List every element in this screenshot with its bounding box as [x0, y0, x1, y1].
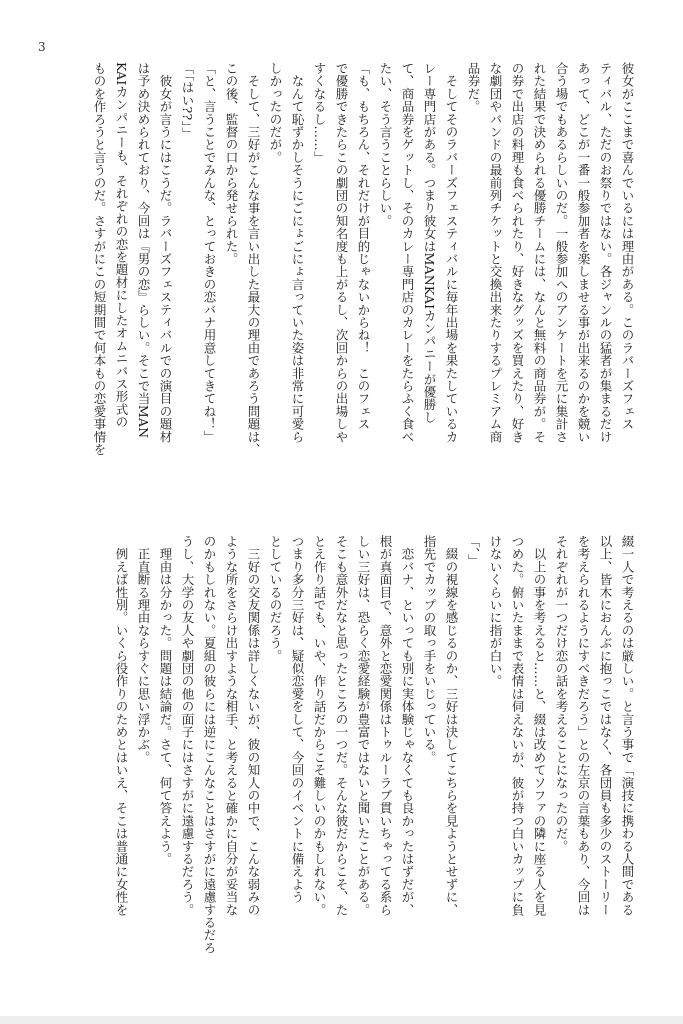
text-line: 根が真面目で、意外と恋愛関係はトゥルーラブ貫いちゃってる系ら — [378, 535, 393, 916]
text-line: そして、三好がこんな事を言い出した最大の理由であろう問題は、 — [246, 62, 261, 456]
page-number: 3 — [38, 40, 46, 54]
text-line: つめた。俯いたままで表情は伺えないが、彼が持つ白いカップに負 — [510, 535, 525, 916]
text-line: この後、監督の口から発せられた。 — [224, 62, 239, 266]
text-line: て、商品券をゲットし、そのカレー専門店のカレーをたらふく食べ — [400, 62, 415, 443]
text-line: は予め決められており、今回は『男の恋』らしい。そこで当MAN — [136, 62, 151, 439]
text-block-top — [52, 62, 638, 492]
text-line: で優勝できたらこの劇団の知名度も上がるし、次回からの出場しや — [334, 62, 349, 443]
text-line: けないくらいに指が白い。 — [488, 535, 503, 688]
text-line: 彼女がここまで喜んでいるには理由がある。このラバーズフェス — [620, 62, 635, 431]
text-line: ティバル、ただのお祭りではない。各ジャンルの猛者が集まるだけ — [598, 62, 613, 443]
text-line: ものを作ろうと言うのだ。さすがにこの短期間で何本もの恋愛事情を — [92, 62, 107, 456]
bottom-scroll-bar[interactable] — [0, 1016, 683, 1024]
text-line: レー専門店がある。つまり彼女はMANKAIカンパニーが優勝し — [422, 62, 437, 424]
text-block-bottom — [52, 535, 638, 965]
text-line: それぞれが一つだけ恋の話を考えることになったのだ。 — [554, 535, 569, 853]
text-line: 正直断る理由ならすぐに思い浮かぶ。 — [136, 535, 151, 764]
text-line: の券で出店の料理も食べられたり、好きなグッズを買えたり、好き — [510, 62, 525, 443]
text-line: としているのだろう。 — [268, 535, 283, 662]
text-line: のかもしれない。夏組の彼らには逆にこんなことはさすがに遠慮するだろ — [202, 535, 217, 955]
text-line: 恋バナ、といっても別に実体験じゃなくても良かったはずだが、 — [400, 535, 415, 916]
text-line: 綴一人で考えるのは厳しい。と言う事で「演技に携わる人間である — [620, 535, 635, 916]
text-line: 理由は分かった。問題は結論だ。さて、何て答えよう。 — [158, 535, 173, 866]
text-line: うし、大学の友人や劇団の他の面子にはさすがに遠慮するだろう。 — [180, 535, 195, 916]
text-line: 「と、言うことでみんな、とっておきの恋バナ用意してきてね！」 — [202, 62, 217, 443]
text-line: KAIカンパニーも、それぞれの恋を題材にしたオムニバス形式の — [114, 62, 129, 429]
text-line: なんて恥ずかしそうにごにょごにょ言っていた姿は非常に可愛ら — [290, 62, 305, 443]
text-line: あって、どこが一番一般参加者を楽しませる事が出来るのかを競い — [576, 62, 591, 443]
text-line: ような所をさらけ出すような相手、と考えると確かに自分が妥当な — [224, 535, 239, 916]
text-line: 以上、皆木におんぶに抱っこではなく、各団員も多少のストーリー — [598, 535, 613, 916]
text-line: そしてそのラバーズフェスティバルに毎年出場を果たしているカ — [444, 62, 459, 443]
text-line: 彼女が言うにはこうだ。ラバーズフェスティバルでの演目の題材 — [158, 62, 173, 443]
text-line: 合う場でもあるらしいのだ。一般参加へのアンケートを元に集計さ — [554, 62, 569, 443]
text-line: とえ作り話でも、いや、作り話だからこそ難しいのかもしれない。 — [312, 535, 327, 916]
text-line: 指先でカップの取っ手をいじっている。 — [422, 535, 437, 764]
text-line: 以上の事を考えると……と、綴は改めてソファの隣に座る人を見 — [532, 535, 547, 916]
text-line: れた結果で決められる優勝チームには、なんと無料の商品券が。そ — [532, 62, 547, 443]
text-line: 「「はい??」」 — [180, 62, 195, 140]
text-line: を考えられるようにすべきだろう」との左京の言葉もあり、今回は — [576, 535, 591, 916]
text-line: 三好の交友関係は詳しくないが、彼の知人の中で、こんな弱みの — [246, 535, 261, 916]
text-line: そこも意外だなと思ったところの一つだ。そんな彼だからこそ、た — [334, 535, 349, 916]
text-line: つまり多分三好は、疑似恋愛をして、今回のイベントに備えよう — [290, 535, 305, 904]
text-line: な劇団やバンドの最前列チケットと交換出来たりするプレミアム商 — [488, 62, 503, 443]
text-line: たい、そう言うことらしい。 — [378, 62, 393, 228]
text-line: しい三好は、恐らく恋愛経験が豊富ではないと聞いたことがある。 — [356, 535, 371, 916]
text-line: 品券だ。 — [466, 62, 481, 113]
text-line: しかったのだが。 — [268, 62, 283, 164]
text-line: 例えば性別。いくら役作りのためとはいえ、そこは普通に女性を — [114, 535, 129, 916]
text-line: すくなるし……」 — [312, 62, 327, 164]
text-line: 綴の視線を感じるのか、三好は決してこちらを見ようとせずに、 — [444, 535, 459, 916]
text-line: 「、」 — [466, 535, 481, 567]
text-line: 「も、もちろん、それだけが目的じゃないからね！ このフェス — [356, 62, 371, 431]
